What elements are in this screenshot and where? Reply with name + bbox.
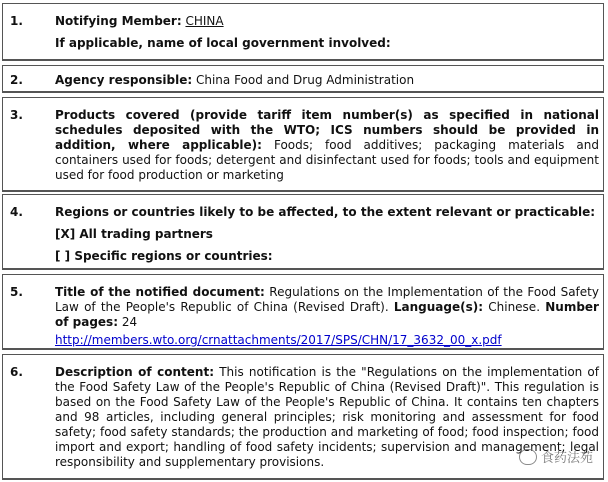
watermark-text: 食药法苑 — [540, 451, 593, 466]
row-products-covered — [2, 97, 604, 192]
row-agency — [2, 65, 604, 93]
pages-value: 24 — [121, 315, 138, 329]
agency-label: Agency responsible: — [55, 73, 193, 87]
language-label: Language(s): — [393, 300, 484, 314]
local-government-label: If applicable, name of local government involved: — [55, 36, 391, 50]
language-value: Chinese. — [488, 300, 541, 314]
row-number: 3. — [10, 108, 23, 122]
row-number: 2. — [10, 73, 23, 87]
row-description — [2, 354, 604, 480]
row-notifying-member — [2, 3, 604, 61]
document-title-label: Title of the notified document: — [55, 285, 265, 299]
pages-label: Number of pages: — [55, 300, 599, 329]
option-all-trading-partners: [X] All trading partners — [55, 227, 213, 241]
row-number: 1. — [10, 14, 23, 28]
notifying-member-label: Notifying Member: — [55, 14, 182, 28]
agency-value: China Food and Drug Administration — [195, 73, 415, 87]
products-value: Foods; food additives; packaging materials and containers used for foods; detergent and disinfectant used for foods; tools and equipment used for food production or marketing — [55, 138, 600, 182]
notifying-member-value: CHINA — [185, 14, 224, 28]
row-notified-document — [2, 274, 604, 350]
row-number: 4. — [10, 205, 23, 219]
watermark — [519, 447, 593, 466]
description-value: This notification is the "Regulations on the implementation of the Food Safety Law of the People's Republic of China (Revised Draft)". This regulation is based on the Food Safety Law of the People's Republic of China. It contains ten chapters and 98 articles, including general principles; risk monitoring and assessment for food safety; food safety standards; the production and marketing of food; food inspection; food import and export; handling of food safety incidents; supervision and management; legal responsibility and supplementary provisions. — [55, 365, 600, 469]
description-label: Description of content: — [55, 365, 215, 379]
row-number: 6. — [10, 365, 23, 379]
row-number: 5. — [10, 285, 23, 299]
chat-bubble-icon — [519, 449, 537, 465]
document-title-value: Regulations on the Implementation of the Food Safety Law of the People's Republic of China (Revised Draft). — [55, 285, 599, 314]
document-link[interactable]: http://members.wto.org/crnattachments/2017/SPS/CHN/17_3632_00_x.pdf — [55, 333, 502, 347]
row-regions — [2, 194, 604, 270]
option-specific-regions: [ ] Specific regions or countries: — [55, 249, 273, 263]
products-label: Products covered (provide tariff item number(s) as specified in national schedules deposited with the WTO; ICS numbers should be provided in addition, where applicable): — [55, 108, 599, 152]
regions-label: Regions or countries likely to be affected, to the extent relevant or practicable: — [55, 205, 596, 219]
